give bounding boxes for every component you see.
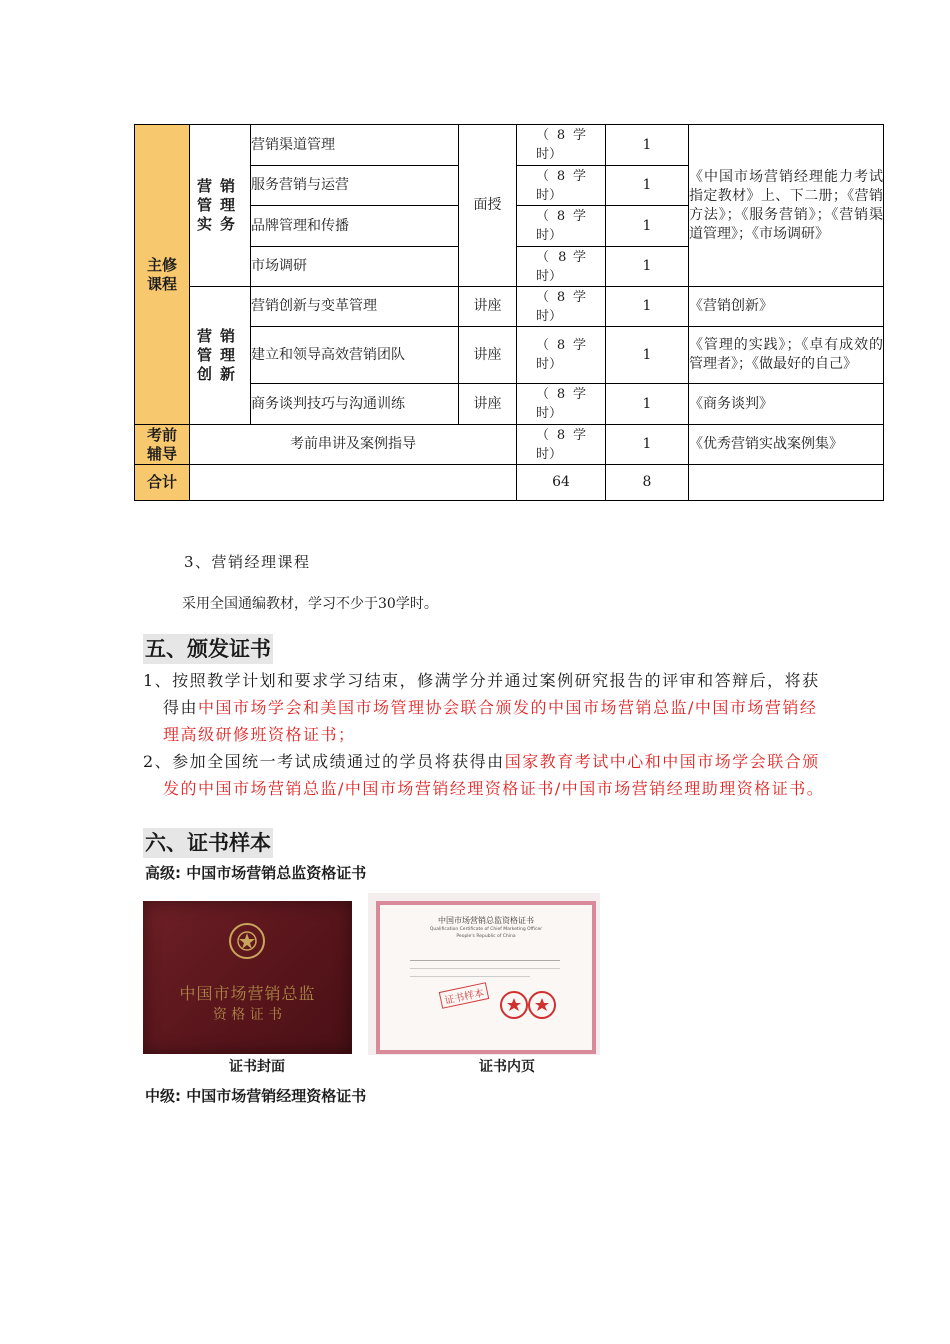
course-name: 商务谈判技巧与沟通训练 <box>251 384 459 425</box>
course-book: 《营销创新》 <box>689 287 884 327</box>
cover-subtitle: 资 格 证 书 <box>212 1007 283 1023</box>
total-hours: 64 <box>517 465 606 501</box>
course-hours: （ 8 学时） <box>517 247 606 287</box>
course-method: 讲座 <box>459 287 517 327</box>
seal-icon <box>498 985 558 1025</box>
section3-text: 采用全国通编教材，学习不少于30学时。 <box>182 596 438 612</box>
senior-cert-label: 高级: 中国市场营销总监资格证书 <box>145 864 367 882</box>
course-book: 《商务谈判》 <box>689 384 884 425</box>
item1-red-text: 中国市场学会和美国市场管理协会联合颁发的中国市场营销总监/中国市场营销经理高级研修班资格证书； <box>163 698 818 744</box>
text-line <box>410 976 530 977</box>
total-label: 合计 <box>135 465 190 501</box>
course-method: 讲座 <box>459 384 517 425</box>
prep-book: 《优秀营销实战案例集》 <box>689 425 884 465</box>
total-book-empty <box>689 465 884 501</box>
inner-en1: Qualification Certificate of Chief Marketing Officer <box>429 927 543 932</box>
certificate-frame <box>376 901 596 1054</box>
course-credit: 1 <box>606 327 689 384</box>
prep-hours: （8学时） <box>517 425 606 465</box>
total-credit: 8 <box>606 465 689 501</box>
prep-credit: 1 <box>606 425 689 465</box>
cover-title: 中国市场营销总监 <box>179 984 316 1003</box>
course-name: 品牌管理和传播 <box>251 206 459 247</box>
method-face-to-face: 面授 <box>459 125 517 287</box>
group1-books: 《中国市场营销经理能力考试指定教材》上、下二册；《营销方法》；《服务营销》；《营销渠道管理》；《市场调研》 <box>689 125 884 287</box>
section3-title: 3、营销经理课程 <box>184 553 311 571</box>
inner-title: 中国市场营销总监资格证书 <box>438 916 534 925</box>
course-book: 《管理的实践》；《卓有成效的管理者》；《做最好的自己》 <box>689 327 884 384</box>
course-credit: 1 <box>606 384 689 425</box>
certificate-item-1 <box>143 667 833 748</box>
total-empty <box>190 465 517 501</box>
course-credit: 1 <box>606 166 689 206</box>
course-hours: （8学时） <box>517 327 606 384</box>
course-hours: （8学时） <box>517 384 606 425</box>
course-credit: 1 <box>606 287 689 327</box>
group-marketing-practice: 营销管理实务 <box>190 125 251 287</box>
certificate-cover-image <box>143 901 352 1054</box>
cover-caption: 证书封面 <box>229 1059 285 1075</box>
course-name: 市场调研 <box>251 247 459 287</box>
prep-name: 考前串讲及案例指导 <box>190 425 517 465</box>
course-hours: （8学时） <box>517 166 606 206</box>
course-hours: （8学时） <box>517 125 606 166</box>
emblem-icon <box>143 901 352 1054</box>
course-credit: 1 <box>606 125 689 166</box>
course-hours: （8学时） <box>517 206 606 247</box>
course-credit: 1 <box>606 247 689 287</box>
course-name: 服务营销与运营 <box>251 166 459 206</box>
group-marketing-innovation: 营销管理创新 <box>190 287 251 425</box>
inner-caption: 证书内页 <box>479 1059 535 1075</box>
course-credit: 1 <box>606 206 689 247</box>
prep-label: 考前辅导 <box>135 425 190 465</box>
middle-cert-label: 中级: 中国市场营销经理资格证书 <box>145 1087 367 1105</box>
section6-heading: 六、证书样本 <box>143 828 273 858</box>
item2-red-text: 国家教育考试中心和中国市场学会联合颁发的中国市场营销总监/中国市场营销经理资格证书/中国市场营销经理助理资格证书。 <box>163 752 825 798</box>
course-table <box>134 124 884 501</box>
text-line <box>410 960 560 961</box>
course-method: 讲座 <box>459 327 517 384</box>
item2-text: 2、参加全国统一考试成绩通过的学员将获得由 <box>143 752 505 771</box>
section5-heading: 五、颁发证书 <box>143 634 273 664</box>
sample-stamp: 证书样本 <box>439 982 489 1009</box>
course-name: 建立和领导高效营销团队 <box>251 327 459 384</box>
main-course-cell: 主修课程 <box>135 125 190 425</box>
inner-en2: People's Republic of China <box>456 934 516 939</box>
course-name: 营销渠道管理 <box>251 125 459 166</box>
text-line <box>410 968 560 969</box>
course-hours: （8学时） <box>517 287 606 327</box>
certificate-inner-image <box>368 893 600 1055</box>
item1-text: 1、按照教学计划和要求学习结束，修满学分并通过案例研究报告的评审和答辩后，将获得由 <box>143 671 820 717</box>
certificate-item-2 <box>143 748 833 802</box>
course-name: 营销创新与变革管理 <box>251 287 459 327</box>
